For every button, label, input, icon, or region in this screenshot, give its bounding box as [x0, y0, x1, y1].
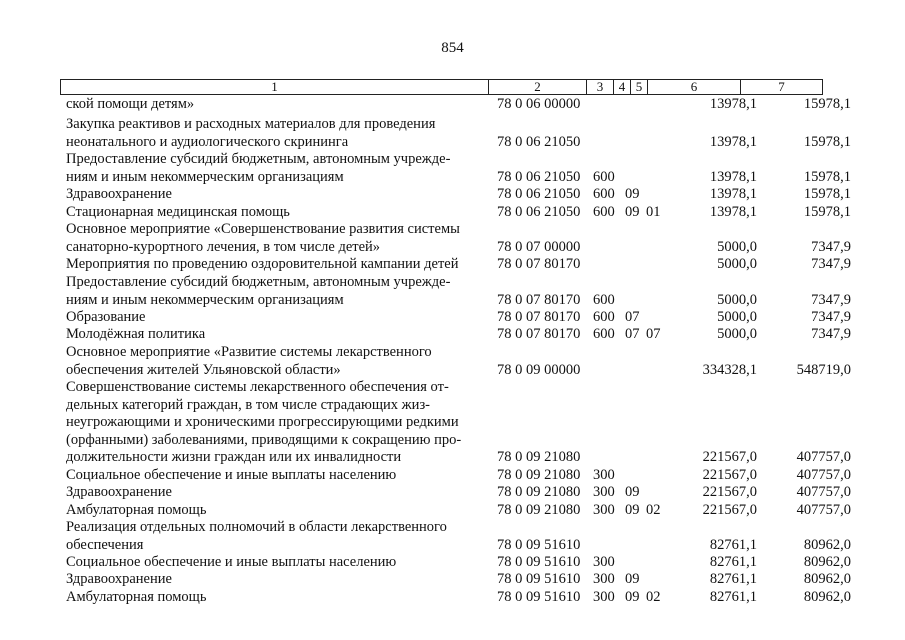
amount-year-2: 7347,9: [811, 238, 851, 255]
target-article-code: 78 0 09 21080: [497, 467, 581, 483]
amount-year-1: 82761,1: [709, 554, 757, 570]
description-line: Мероприятия по проведению оздоровительной кампании детей: [66, 256, 459, 272]
target-article-code: 78 0 09 51610: [497, 589, 581, 605]
amount-year-1: 221567,0: [702, 502, 757, 518]
amount-year-1: 82761,1: [709, 589, 757, 605]
target-article-code: 78 0 06 00000: [497, 96, 581, 112]
target-article-code: 78 0 07 80170: [497, 326, 581, 342]
row-description: [66, 326, 486, 344]
description-line: Социальное обеспечение и иные выплаты населению: [66, 554, 397, 570]
amount-year-2: 80962,0: [803, 589, 851, 605]
target-article-code: 78 0 09 51610: [497, 554, 581, 570]
amount-year-1: 13978,1: [709, 168, 757, 185]
description-line: Совершенствование системы лекарственного обеспечения от-: [66, 379, 449, 395]
amount-year-1: 82761,1: [709, 536, 757, 553]
page-number: 854: [441, 40, 464, 56]
subsection-code: 02: [646, 502, 661, 518]
amount-year-1: 5000,0: [717, 309, 757, 325]
row-description: [66, 186, 486, 204]
row-description: [66, 379, 486, 467]
description-line: Основное мероприятие «Совершенствование развития системы: [66, 221, 460, 237]
expense-type-code: 600: [593, 186, 615, 202]
description-line: обеспечения: [66, 536, 144, 553]
amount-year-1: 5000,0: [717, 291, 757, 308]
row-description: [66, 571, 486, 589]
expense-type-code: 300: [593, 484, 615, 500]
description-line: Амбулаторная помощь: [66, 589, 207, 605]
amount-year-2: 80962,0: [803, 536, 851, 553]
expense-type-code: 300: [593, 571, 615, 587]
amount-year-2: 407757,0: [796, 484, 851, 500]
column-header-1: 1: [61, 80, 489, 95]
expense-type-code: 300: [593, 467, 615, 483]
description-line: неугрожающими и хроническими прогрессирующими редкими: [66, 414, 459, 430]
target-article-code: 78 0 07 80170: [497, 291, 581, 308]
expense-type-code: 300: [593, 554, 615, 570]
description-line: Здравоохранение: [66, 186, 172, 202]
description-line: должительности жизни граждан или их инвалидности: [66, 449, 402, 465]
description-line: ниям и иным некоммерческим организациям: [66, 291, 344, 308]
amount-year-1: 5000,0: [717, 326, 757, 342]
section-code: 09: [625, 589, 640, 605]
description-line: неонатального и аудиологического скрининга: [66, 133, 349, 150]
target-article-code: 78 0 06 21050: [497, 204, 581, 220]
expense-type-code: 600: [593, 291, 615, 308]
target-article-code: 78 0 06 21050: [497, 133, 581, 150]
amount-year-2: 15978,1: [803, 133, 851, 150]
amount-year-2: 80962,0: [803, 571, 851, 587]
row-description: [66, 116, 486, 151]
description-line: Закупка реактивов и расходных материалов для проведения: [66, 116, 436, 132]
target-article-code: 78 0 07 80170: [497, 309, 581, 325]
target-article-code: 78 0 09 21080: [497, 484, 581, 500]
description-line: Социальное обеспечение и иные выплаты населению: [66, 467, 397, 483]
amount-year-2: 407757,0: [796, 502, 851, 518]
column-header-7: 7: [741, 80, 823, 95]
expense-type-code: 600: [593, 326, 615, 342]
description-line: обеспечения жителей Ульяновской области»: [66, 361, 341, 378]
amount-year-1: 5000,0: [717, 238, 757, 255]
subsection-code: 02: [646, 589, 661, 605]
amount-year-1: 13978,1: [709, 96, 757, 112]
amount-year-2: 15978,1: [803, 96, 851, 112]
amount-year-1: 221567,0: [702, 449, 757, 465]
amount-year-1: 13978,1: [709, 204, 757, 220]
amount-year-2: 407757,0: [796, 449, 851, 465]
amount-year-2: 7347,9: [811, 309, 851, 325]
description-line: Амбулаторная помощь: [66, 502, 207, 518]
amount-year-1: 221567,0: [702, 484, 757, 500]
amount-year-2: 548719,0: [796, 361, 851, 378]
column-header-5: 5: [631, 80, 648, 95]
row-description: [66, 344, 486, 379]
target-article-code: 78 0 09 21080: [497, 502, 581, 518]
row-description: [66, 204, 486, 222]
target-article-code: 78 0 07 80170: [497, 256, 581, 272]
target-article-code: 78 0 09 21080: [497, 449, 581, 465]
amount-year-1: 13978,1: [709, 133, 757, 150]
section-code: 09: [625, 571, 640, 587]
row-description: [66, 151, 486, 186]
amount-year-2: 7347,9: [811, 326, 851, 342]
target-article-code: 78 0 09 51610: [497, 571, 581, 587]
description-line: Предоставление субсидий бюджетным, автономным учрежде-: [66, 151, 451, 167]
amount-year-2: 407757,0: [796, 467, 851, 483]
expense-type-code: 600: [593, 168, 615, 185]
row-description: [66, 502, 486, 520]
column-header-2: 2: [489, 80, 587, 95]
row-description: [66, 274, 486, 309]
column-header-4: 4: [614, 80, 631, 95]
description-line: Стационарная медицинская помощь: [66, 204, 290, 220]
expense-type-code: 300: [593, 502, 615, 518]
row-description: [66, 96, 486, 114]
section-code: 09: [625, 204, 640, 220]
description-line: Основное мероприятие «Развитие системы лекарственного: [66, 344, 432, 360]
row-description: [66, 221, 486, 256]
row-description: [66, 256, 486, 274]
description-line: (орфанными) заболеваниями, приводящими к сокращению про-: [66, 431, 462, 448]
column-header-6: 6: [648, 80, 741, 95]
target-article-code: 78 0 07 00000: [497, 238, 581, 255]
row-description: [66, 467, 486, 485]
amount-year-2: 15978,1: [803, 186, 851, 202]
target-article-code: 78 0 06 21050: [497, 168, 581, 185]
description-line: санаторно-курортного лечения, в том числе детей»: [66, 238, 381, 255]
section-code: 07: [625, 309, 640, 325]
row-description: [66, 519, 486, 554]
description-line: Здравоохранение: [66, 484, 172, 500]
description-line: дельных категорий граждан, в том числе страдающих жиз-: [66, 396, 430, 413]
subsection-code: 01: [646, 204, 661, 220]
subsection-code: 07: [646, 326, 661, 342]
description-line: ниям и иным некоммерческим организациям: [66, 168, 344, 185]
row-description: [66, 554, 486, 572]
amount-year-2: 15978,1: [803, 204, 851, 220]
expense-type-code: 600: [593, 204, 615, 220]
amount-year-2: 7347,9: [811, 256, 851, 272]
amount-year-1: 221567,0: [702, 467, 757, 483]
row-description: [66, 589, 486, 607]
description-line: ской помощи детям»: [66, 96, 195, 112]
amount-year-2: 80962,0: [803, 554, 851, 570]
amount-year-1: 5000,0: [717, 256, 757, 272]
description-line: Реализация отдельных полномочий в области лекарственного: [66, 519, 447, 535]
amount-year-2: 7347,9: [811, 291, 851, 308]
section-code: 07: [625, 326, 640, 342]
description-line: Образование: [66, 309, 146, 325]
description-line: Молодёжная политика: [66, 326, 206, 342]
description-line: Предоставление субсидий бюджетным, автономным учрежде-: [66, 274, 451, 290]
row-description: [66, 484, 486, 502]
amount-year-1: 82761,1: [709, 571, 757, 587]
description-line: Здравоохранение: [66, 571, 172, 587]
target-article-code: 78 0 09 00000: [497, 361, 581, 378]
amount-year-1: 334328,1: [702, 361, 757, 378]
expense-type-code: 300: [593, 589, 615, 605]
target-article-code: 78 0 06 21050: [497, 186, 581, 202]
expense-type-code: 600: [593, 309, 615, 325]
amount-year-1: 13978,1: [709, 186, 757, 202]
section-code: 09: [625, 502, 640, 518]
section-code: 09: [625, 484, 640, 500]
target-article-code: 78 0 09 51610: [497, 536, 581, 553]
row-description: [66, 309, 486, 327]
amount-year-2: 15978,1: [803, 168, 851, 185]
column-header-3: 3: [587, 80, 614, 95]
section-code: 09: [625, 186, 640, 202]
